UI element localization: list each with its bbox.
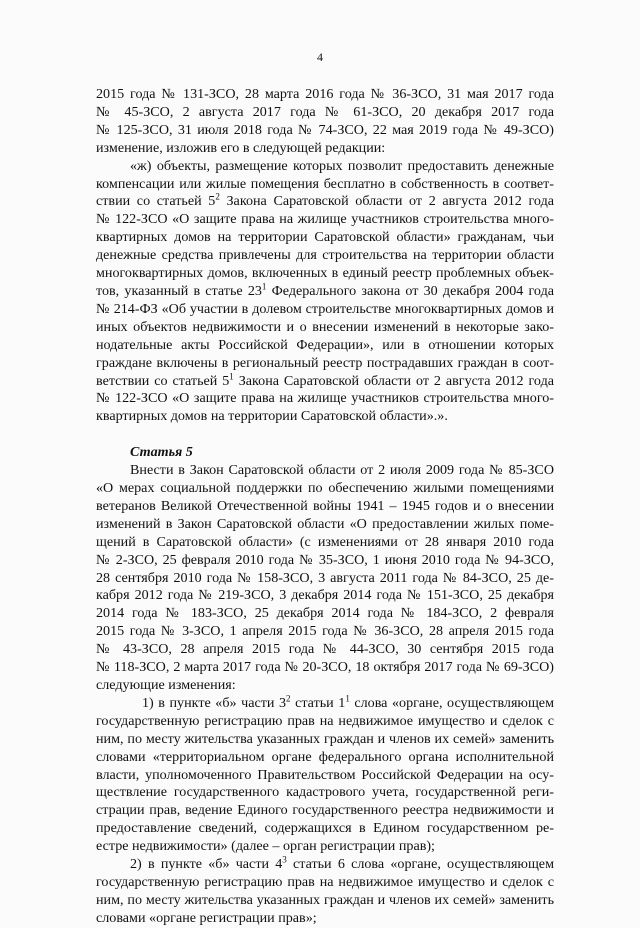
text-segment: статьи 1 (290, 694, 346, 711)
text-line: ществление государственного кадастрового учета, государственной реги- (96, 784, 554, 801)
text-line: квартирных домов на территории Саратовской области» гражданам, чьи (96, 229, 554, 246)
text-segment: Закона Саратовской области от 2 августа 2012 года (233, 372, 554, 389)
text-line (96, 695, 554, 713)
page-number: 4 (317, 50, 323, 64)
text-segment: ветствии со статьей 5 (96, 372, 230, 389)
text-line (96, 193, 554, 211)
text-line: компенсации или жилые помещения бесплатно в собственность в соответ- (96, 175, 554, 192)
superscript: 1 (229, 370, 234, 381)
text-line: 2015 года № 131-ЗСО, 28 марта 2016 года № 36-ЗСО, 31 мая 2017 года (96, 86, 554, 102)
text-line: № 45-ЗСО, 2 августа 2017 года № 61-ЗСО, 20 декабря 2017 года (96, 103, 554, 120)
text-line: «ж) объекты, размещение которых позволит предоставить денежные (130, 157, 554, 174)
text-line: № 214-ФЗ «Об участии в долевом строительстве многоквартирных домов и (96, 300, 554, 317)
superscript: 3 (282, 854, 287, 865)
text-line: 28 сентября 2010 года № 158-ЗСО, 3 августа 2011 года № 84-ЗСО, 25 де- (96, 569, 554, 586)
text-line: власти, уполномоченного Правительством Российской Федерации на осу- (96, 766, 554, 783)
text-line (96, 856, 554, 874)
paragraph-amendment-tail (96, 86, 554, 158)
text-line: Внести в Закон Саратовской области от 2 июля 2009 года № 85-ЗСО (130, 462, 554, 479)
text-line: квартирных домов на территории Саратовской области».». (96, 408, 448, 425)
text-line: государственную регистрацию прав на недвижимое имущество и сделок с (96, 712, 554, 729)
text-line (96, 370, 554, 391)
text-segment: Закона Саратовской области от 2 августа 2012 года (219, 193, 554, 210)
text-line: ним, по месту жительства указанных граждан и членов их семей» заменить (96, 730, 554, 747)
text-line: страции прав, ведение Единого государственного реестра недвижимости и (96, 802, 554, 819)
text-line: кабря 2012 года № 219-ЗСО, 3 декабря 2014 года № 151-ЗСО, 25 декабря (96, 587, 554, 604)
text-segment: 1) в пункте «б» части 3 (142, 694, 287, 711)
paragraph-change-2 (96, 856, 554, 928)
superscript: 2 (215, 191, 220, 202)
text-line: государственную регистрацию прав на недвижимое имущество и сделок с (96, 873, 554, 890)
text-segment: слова «органе, осуществляющем (349, 694, 554, 711)
text-line: ним, по месту жительства указанных граждан и членов их семей» заменить (96, 891, 554, 908)
text-line: иных объектов недвижимости и о внесении изменений в некоторые зако- (96, 318, 554, 335)
text-segment: Федерального закона от 30 декабря 2004 года (266, 282, 555, 299)
text-line: нодательные акты Российской Федерации», или в отношении которых (96, 336, 554, 353)
text-segment: тов, указанный в статье 23 (96, 282, 262, 299)
text-line: ветеранов Великой Отечественной войны 1941 – 1945 годов и о внесении (96, 497, 554, 514)
text-line: граждане включены в региональный реестр пострадавших граждан в соот- (96, 354, 554, 371)
text-line: предоставление сведений, содержащихся в Едином государственном ре- (96, 820, 554, 837)
spacer (96, 426, 554, 444)
text-line: естре недвижимости» (далее – орган регистрации прав); (96, 838, 435, 855)
text-segment: 2) в пункте «б» части 4 (130, 856, 283, 873)
text-line: № 122-ЗСО «О защите права на жилище участников строительства много- (96, 211, 554, 228)
document-body (96, 86, 554, 928)
paragraph-article-5-intro (96, 462, 554, 695)
text-line: № 118-ЗСО, 2 марта 2017 года № 20-ЗСО, 18 октября 2017 года № 69-ЗСО) (96, 659, 554, 676)
superscript: 1 (261, 281, 267, 292)
text-line: № 122-ЗСО «О защите права на жилище участников строительства много- (96, 390, 554, 407)
text-line: 2014 года № 183-ЗСО, 25 декабря 2014 года № 184-ЗСО, 2 февраля (96, 605, 554, 622)
text-line: словами «территориальном органе федерального органа исполнительной (96, 748, 554, 765)
text-segment: статьи 6 слова «органе, осуществляющем (286, 856, 554, 873)
text-line: № 43-ЗСО, 28 апреля 2015 года № 44-ЗСО, 30 сентября 2015 года (96, 641, 554, 658)
text-line: «О мерах социальной поддержки по обеспечению жилыми помещениями (96, 480, 554, 497)
text-line: следующие изменения: (96, 677, 236, 693)
text-line: 2015 года № 3-ЗСО, 1 апреля 2015 года № 36-ЗСО, 28 апреля 2015 года (96, 623, 554, 640)
text-line: многоквартирных домов, включенных в единый реестр проблемных объек- (96, 265, 554, 282)
text-line: № 125-ЗСО, 31 июля 2018 года № 74-ЗСО, 22 мая 2019 года № 49-ЗСО) (96, 121, 554, 138)
text-line: словами «органе регистрации прав»; (96, 909, 317, 926)
text-segment: ствии со статьей 5 (96, 193, 216, 210)
text-line: щений в Саратовской области» (с изменениями от 28 января 2010 года (96, 533, 554, 550)
text-line: изменений в Закон Саратовской области «О предоставлении жилых поме- (96, 515, 554, 532)
text-line: № 2-ЗСО, 25 февраля 2010 года № 35-ЗСО, 1 июня 2010 года № 94-ЗСО, (96, 551, 554, 568)
paragraph-item-zh (96, 158, 554, 427)
superscript: 2 (286, 693, 291, 704)
text-line: денежные средства привлечены для строительства на территории области (96, 247, 554, 264)
text-line (96, 283, 554, 301)
text-line: изменение, изложив его в следующей редакции: (96, 139, 386, 156)
paragraph-change-1 (96, 695, 554, 856)
superscript: 1 (345, 693, 350, 704)
article-heading: Статья 5 (130, 444, 193, 461)
